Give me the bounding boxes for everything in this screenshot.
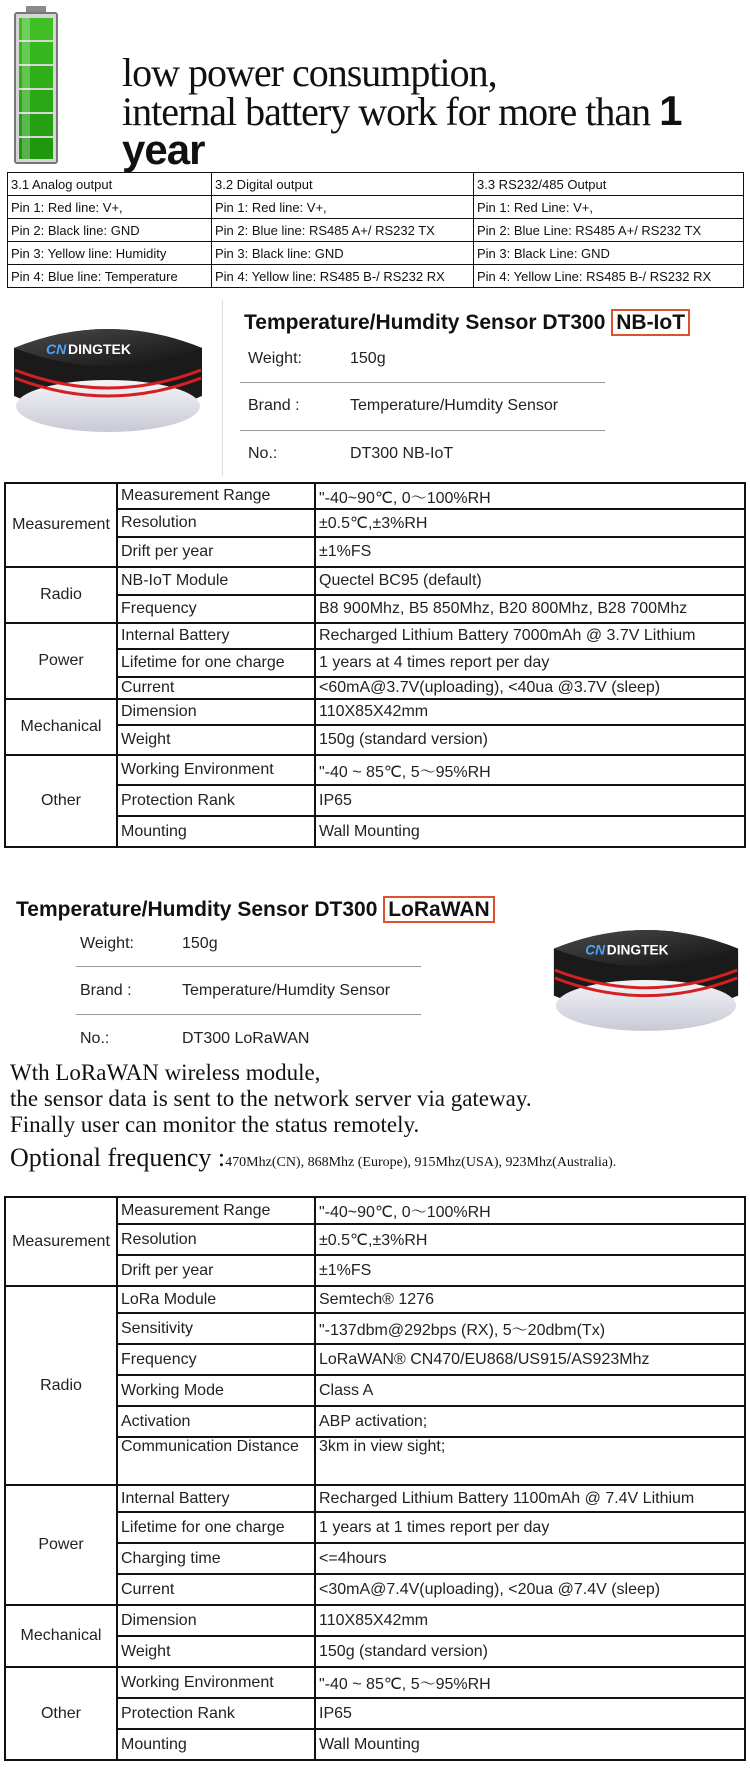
category-radio: Radio — [5, 567, 117, 623]
spec-param: Communication Distance — [117, 1437, 315, 1485]
no-label: No.: — [248, 445, 278, 462]
spec-param: Measurement Range — [117, 1197, 315, 1224]
brand-label: Brand : — [248, 397, 300, 414]
weight-label: Weight: — [80, 935, 134, 952]
spec-param: Current — [117, 1574, 315, 1605]
spec-value: ±0.5℃,±3%RH — [315, 1224, 745, 1255]
lora-desc-line: Wth LoRaWAN wireless module, — [10, 1060, 321, 1085]
spec-value: "-137dbm@292bps (RX), 5～20dbm(Tx) — [315, 1313, 745, 1344]
weight-value: 150g — [350, 350, 386, 367]
spec-value: 150g (standard version) — [315, 1636, 745, 1667]
spec-param: Charging time — [117, 1543, 315, 1574]
spec-param: Protection Rank — [117, 1698, 315, 1729]
table-row — [5, 1485, 745, 1512]
headline — [122, 50, 750, 173]
table-row — [8, 196, 744, 219]
no-value: DT300 LoRaWAN — [182, 1030, 310, 1047]
spec-param: Working Mode — [117, 1375, 315, 1406]
logo-prefix: CN — [46, 341, 67, 357]
spec-value: Class A — [315, 1375, 745, 1406]
spec-value: ±1%FS — [315, 537, 745, 567]
nbiot-title — [244, 311, 690, 335]
spec-param: Working Environment — [117, 755, 315, 785]
spec-value: Wall Mounting — [315, 816, 745, 847]
headline-emphasis: 1 year — [122, 87, 682, 173]
nbiot-title-text: Temperature/Humdity Sensor DT300 — [244, 311, 606, 334]
spec-value: LoRaWAN® CN470/EU868/US915/AS923Mhz — [315, 1344, 745, 1375]
lora-desc-line: Finally user can monitor the status remotely. — [10, 1112, 420, 1137]
spec-value: B8 900Mhz, B5 850Mhz, B20 800Mhz, B28 700Mhz — [315, 595, 745, 623]
table-row — [5, 1197, 745, 1224]
category-measurement: Measurement — [5, 483, 117, 567]
pin-cell: Pin 2: Blue Line: RS485 A+/ RS232 TX — [474, 219, 744, 242]
nbiot-spec-table — [4, 482, 746, 848]
spec-param: Frequency — [117, 595, 315, 623]
optional-frequency — [10, 1143, 616, 1173]
lora-specs-summary — [80, 935, 440, 1050]
spec-param: Working Environment — [117, 1667, 315, 1698]
category-mechanical: Mechanical — [5, 699, 117, 755]
logo-prefix: CN — [585, 942, 606, 958]
pin-cell: Pin 2: Blue line: RS485 A+/ RS232 TX — [212, 219, 474, 242]
spec-param: Lifetime for one charge — [117, 1512, 315, 1543]
spec-param: Mounting — [117, 1729, 315, 1760]
sensor-device-image — [8, 318, 208, 438]
category-mechanical: Mechanical — [5, 1605, 117, 1667]
spec-value: 1 years at 1 times report per day — [315, 1512, 745, 1543]
spec-param: NB-IoT Module — [117, 567, 315, 595]
spec-param: Drift per year — [117, 537, 315, 567]
pin-cell: Pin 4: Blue line: Temperature — [8, 265, 212, 288]
spec-value: Quectel BC95 (default) — [315, 567, 745, 595]
table-row — [5, 1667, 745, 1698]
spec-param: Sensitivity — [117, 1313, 315, 1344]
sensor-device-image — [548, 918, 744, 1038]
category-other: Other — [5, 755, 117, 847]
brand-label: Brand : — [80, 982, 132, 999]
lora-spec-table — [4, 1196, 746, 1761]
table-row — [5, 623, 745, 649]
nbiot-badge: NB-IoT — [611, 309, 690, 336]
spec-param: Internal Battery — [117, 623, 315, 649]
spec-param: Internal Battery — [117, 1485, 315, 1512]
weight-label: Weight: — [248, 350, 302, 367]
lora-desc-line: the sensor data is sent to the network server via gateway. — [10, 1086, 532, 1111]
category-radio: Radio — [5, 1286, 117, 1485]
pin-cell: Pin 3: Yellow line: Humidity — [8, 242, 212, 265]
divider — [240, 382, 605, 383]
table-row — [5, 699, 745, 725]
nbiot-specs-summary — [248, 350, 608, 470]
spec-value: <=4hours — [315, 1543, 745, 1574]
table-row — [5, 483, 745, 509]
spec-param: LoRa Module — [117, 1286, 315, 1313]
spec-value: 150g (standard version) — [315, 725, 745, 755]
pin-cell: Pin 3: Black line: GND — [212, 242, 474, 265]
spec-value: IP65 — [315, 1698, 745, 1729]
brand-value: Temperature/Humdity Sensor — [350, 397, 559, 414]
pin-cell: Pin 1: Red line: V+, — [8, 196, 212, 219]
spec-value: ABP activation; — [315, 1406, 745, 1437]
pin-table — [7, 172, 744, 288]
headline-line1: low power consumption, — [122, 50, 497, 95]
table-row — [8, 173, 744, 196]
lora-title-text: Temperature/Humdity Sensor DT300 — [16, 898, 378, 921]
category-measurement: Measurement — [5, 1197, 117, 1286]
divider — [222, 300, 223, 476]
spec-value: Recharged Lithium Battery 1100mAh @ 7.4V Lithium — [315, 1485, 745, 1512]
no-value: DT300 NB-IoT — [350, 445, 454, 462]
spec-value: <30mA@7.4V(uploading), <20ua @7.4V (sleep) — [315, 1574, 745, 1605]
lora-title — [16, 898, 495, 922]
spec-value: 1 years at 4 times report per day — [315, 649, 745, 677]
logo-text: DINGTEK — [68, 341, 131, 357]
spec-param: Resolution — [117, 1224, 315, 1255]
spec-param: Weight — [117, 1636, 315, 1667]
category-power: Power — [5, 623, 117, 699]
spec-value: ±1%FS — [315, 1255, 745, 1286]
table-row — [8, 219, 744, 242]
divider — [76, 1014, 421, 1015]
spec-param: Drift per year — [117, 1255, 315, 1286]
table-row — [8, 265, 744, 288]
spec-param: Frequency — [117, 1344, 315, 1375]
pin-header: 3.2 Digital output — [212, 173, 474, 196]
divider — [76, 966, 421, 967]
headline-line2: internal battery work for more than — [122, 89, 651, 134]
pin-cell: Pin 4: Yellow line: RS485 B-/ RS232 RX — [212, 265, 474, 288]
spec-param: Measurement Range — [117, 483, 315, 509]
spec-value: Semtech® 1276 — [315, 1286, 745, 1313]
weight-value: 150g — [182, 935, 218, 952]
spec-value: IP65 — [315, 785, 745, 816]
logo-text: DINGTEK — [606, 942, 669, 958]
category-other: Other — [5, 1667, 117, 1760]
pin-header: 3.1 Analog output — [8, 173, 212, 196]
lora-badge: LoRaWAN — [383, 896, 495, 923]
spec-value: <60mA@3.7V(uploading), <40ua @3.7V (sleep) — [315, 677, 745, 699]
spec-value: "-40~90℃, 0～100%RH — [315, 483, 745, 509]
table-row — [5, 755, 745, 785]
optional-frequency-values: 470Mhz(CN), 868Mhz (Europe), 915Mhz(USA), 923Mhz(Australia). — [225, 1155, 617, 1170]
spec-value: 110X85X42mm — [315, 699, 745, 725]
spec-param: Protection Rank — [117, 785, 315, 816]
divider — [240, 430, 605, 431]
spec-value: 110X85X42mm — [315, 1605, 745, 1636]
pin-cell: Pin 2: Black line: GND — [8, 219, 212, 242]
spec-value: Wall Mounting — [315, 1729, 745, 1760]
pin-cell: Pin 3: Black Line: GND — [474, 242, 744, 265]
spec-value: "-40~90℃, 0～100%RH — [315, 1197, 745, 1224]
brand-value: Temperature/Humdity Sensor — [182, 982, 391, 999]
battery-icon — [14, 6, 58, 164]
lora-description — [10, 1060, 532, 1138]
spec-param: Lifetime for one charge — [117, 649, 315, 677]
category-power: Power — [5, 1485, 117, 1605]
optional-frequency-label: Optional frequency : — [10, 1143, 226, 1172]
spec-param: Resolution — [117, 509, 315, 537]
spec-value: ±0.5℃,±3%RH — [315, 509, 745, 537]
spec-param: Dimension — [117, 1605, 315, 1636]
spec-value: "-40 ~ 85℃, 5～95%RH — [315, 1667, 745, 1698]
pin-cell: Pin 4: Yellow Line: RS485 B-/ RS232 RX — [474, 265, 744, 288]
table-row — [5, 567, 745, 595]
spec-param: Mounting — [117, 816, 315, 847]
table-row — [5, 1605, 745, 1636]
no-label: No.: — [80, 1030, 110, 1047]
spec-value: Recharged Lithium Battery 7000mAh @ 3.7V Lithium — [315, 623, 745, 649]
spec-param: Dimension — [117, 699, 315, 725]
spec-param: Current — [117, 677, 315, 699]
pin-cell: Pin 1: Red line: V+, — [212, 196, 474, 219]
spec-param: Activation — [117, 1406, 315, 1437]
table-row — [5, 1286, 745, 1313]
spec-value: "-40 ~ 85℃, 5～95%RH — [315, 755, 745, 785]
spec-value: 3km in view sight; — [315, 1437, 745, 1485]
pin-header: 3.3 RS232/485 Output — [474, 173, 744, 196]
spec-param: Weight — [117, 725, 315, 755]
table-row — [8, 242, 744, 265]
pin-cell: Pin 1: Red Line: V+, — [474, 196, 744, 219]
